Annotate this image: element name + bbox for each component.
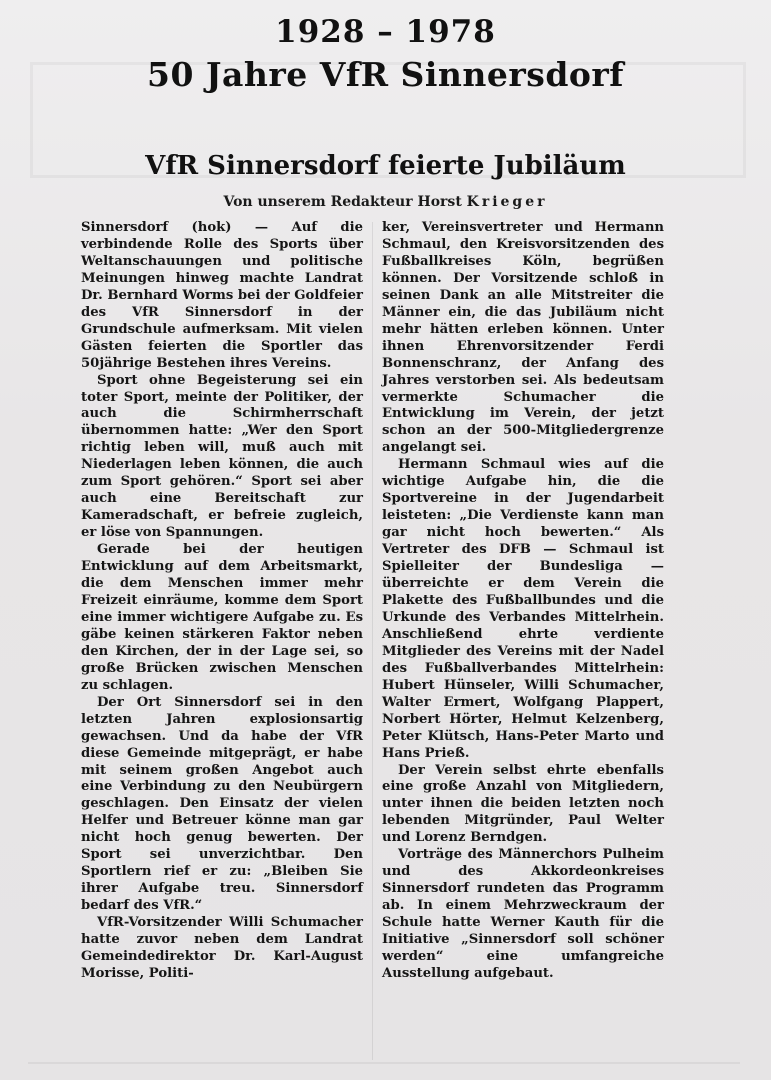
paragraph: Sport ohne Begeisterung sei ein toter Sport, meinte der Politiker, der auch die Schirmherrschaft übernommen hatte: „Wer den Sport richtig leben will, muß auch mit Niederlagen leben können, die auch zum Sport gehören.“ Sport sei aber auch eine Bereitschaft zur Kameradschaft, er befreie zugleich, er löse von Spannungen.	[81, 372, 363, 541]
byline-author-name: Krieger	[466, 194, 548, 210]
article-headline: VfR Sinnersdorf feierte Jubiläum	[145, 151, 626, 181]
page-bottom-edge	[28, 1062, 740, 1064]
article-column-left	[81, 220, 363, 983]
paragraph: VfR-Vorsitzender Willi Schumacher hatte zuvor neben dem Landrat Gemeindedirektor Dr. Karl-August Morisse, Politi-	[81, 915, 363, 981]
anniversary-title: 50 Jahre VfR Sinnersdorf	[147, 55, 624, 94]
paragraph: Hermann Schmaul wies auf die wichtige Aufgabe hin, die die Sportvereine in der Jugendarbeit leisteten: „Die Verdienste kann man gar nicht hoch bewerten.“ Als Vertreter des DFB — Schmaul ist Spielleiter der Bundesliga — überreichte er dem Verein die Plakette des Fußballbundes und die Urkunde des Verbandes Mittelrhein. Anschließend ehrte verdiente Mitglieder des Vereins mit der Nadel des Fußballverbandes Mittelrhein: Hubert Hünseler, Willi Schumacher, Walter Ermert, Wolfgang Plappert, Norbert Hörter, Helmut Kelzenberg, Peter Klütsch, Hans-Peter Marto und Hans Prieß.	[382, 457, 664, 761]
anniversary-header	[0, 12, 771, 97]
dateline: Sinnersdorf	[81, 220, 169, 235]
article-column-right	[382, 220, 664, 983]
paragraph	[81, 220, 363, 373]
byline-prefix: Von unserem Redakteur Horst	[223, 194, 467, 210]
paragraph: Gerade bei der heutigen Entwicklung auf dem Arbeitsmarkt, die dem Menschen immer mehr Freizeit einräume, komme dem Sport eine immer wichtigere Aufgabe zu. Es gäbe keinen stärkeren Faktor neben den Kirchen, der in der Lage sei, so große Brücken zwischen Menschen zu schlagen.	[81, 542, 363, 693]
paragraph: Vorträge des Männerchors Pulheim und des Akkordeonkreises Sinnersdorf rundeten das Programm ab. In einem Mehrzweckraum der Schule hatte Werner Kauth für die Initiative „Sinnersdorf soll schöner werden“ eine umfangreiche Ausstellung aufgebaut.	[382, 847, 664, 981]
paragraph: ker, Vereinsvertreter und Hermann Schmaul, den Kreisvorsitzenden des Fußballkreises Köln, begrüßen können. Der Vorsitzende schloß in seinen Dank an alle Mitstreiter die Männer ein, die das Jubiläum nicht mehr hätten erleben können. Unter ihnen Ehrenvorsitzender Ferdi Bonnenschranz, der Anfang des Jahres verstorben sei. Als bedeutsam vermerkte Schumacher die Entwicklung im Verein, der jetzt schon an der 500-Mitgliedergrenze angelangt sei.	[382, 220, 664, 456]
paragraph: Der Ort Sinnersdorf sei in den letzten Jahren explosionsartig gewachsen. Und da habe der VfR diese Gemeinde mitgeprägt, er habe mit seinem großen Angebot auch eine Verbindung zu den Neubürgern geschlagen. Den Einsatz der vielen Helfer und Betreuer könne man gar nicht hoch genug bewerten. Der Sport sei unverzichtbar. Den Sportlern rief er zu: „Bleiben Sie ihrer Aufgabe treu. Sinnersdorf bedarf des VfR.“	[81, 694, 363, 914]
column-divider	[372, 222, 373, 1060]
paragraph-text: (hok) — Auf die verbindende Rolle des Sports über Weltanschauungen und politische Meinungen hinweg machte Landrat Dr. Bernhard Worms bei der Goldfeier des VfR Sinnersdorf in der Grundschule aufmerksam. Mit vielen Gästen feierten die Sportler das 50jährige Bestehen ihres Vereins.	[81, 220, 363, 371]
paragraph: Der Verein selbst ehrte ebenfalls eine große Anzahl von Mitgliedern, unter ihnen die beiden letzten noch lebenden Mitgründer, Paul Welter und Lorenz Berndgen.	[382, 762, 664, 846]
anniversary-years: 1928 – 1978	[275, 14, 496, 50]
article-byline	[0, 192, 771, 212]
